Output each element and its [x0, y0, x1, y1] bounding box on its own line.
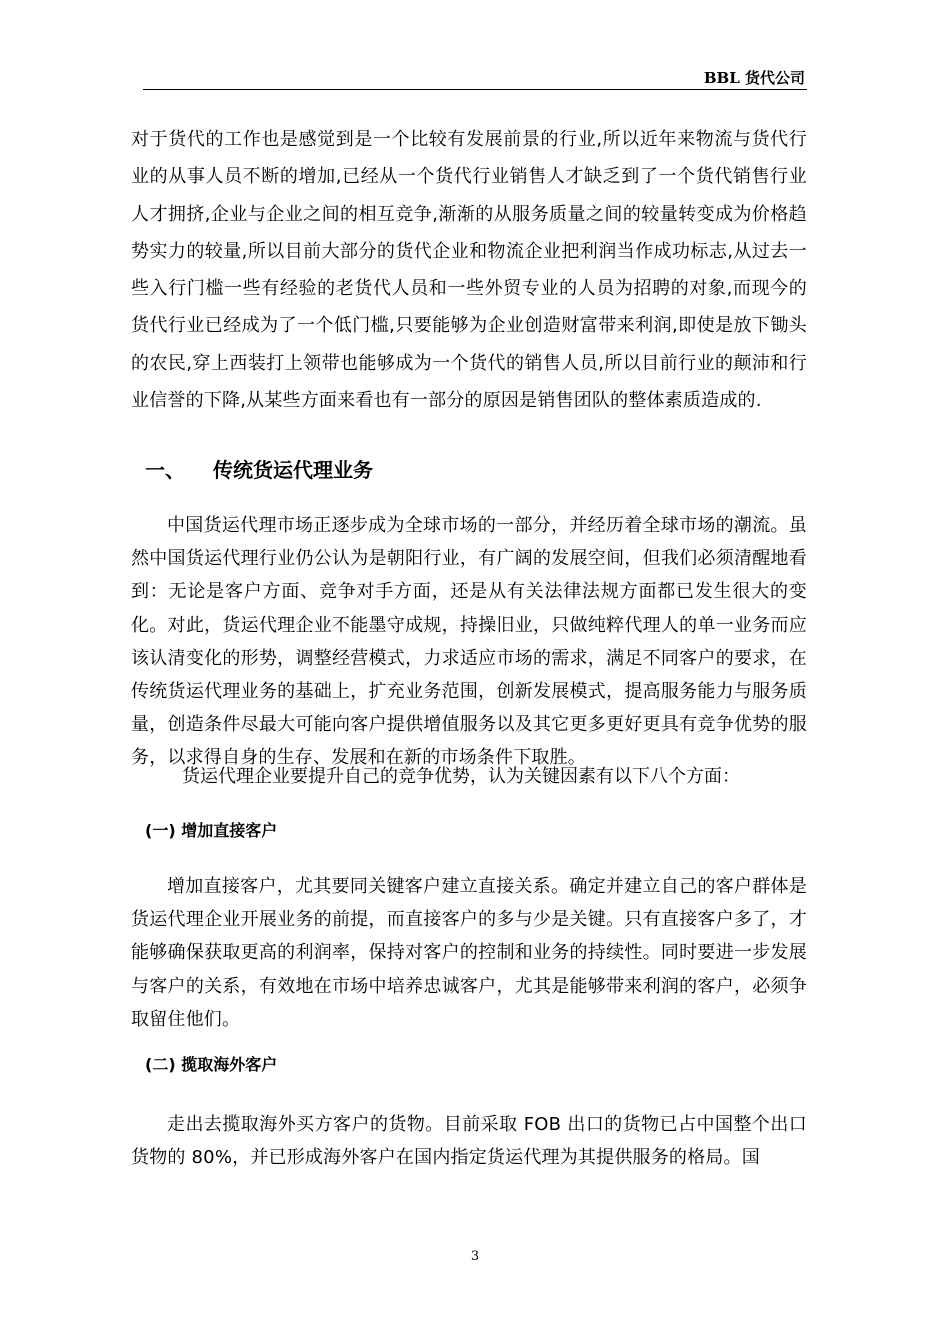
subsection-heading-2: (二) 揽取海外客户: [145, 1055, 278, 1074]
header-rule: [143, 89, 807, 90]
section-title: 传统货运代理业务: [213, 458, 373, 482]
key-factors-line: 货运代理企业要提升自己的竞争优势，认为关键因素有以下八个方面：: [182, 766, 740, 787]
section-paragraph: 中国货运代理市场正逐步成为全球市场的一部分，并经历着全球市场的潮流。虽然中国货运代理行业仍公认为是朝阳行业，有广阔的发展空间，但我们必须清醒地看到：无论是客户方面、竞争对手方面，还是从有关法律法规方面都已发生很大的变化。对此，货运代理企业不能墨守成规，持操旧业，只做纯粹代理人的单一业务而应该认清变化的形势，调整经营模式，力求适应市场的需求，满足不同客户的要求，在传统货运代理业务的基础上，扩充业务范围，创新发展模式，提高服务能力与服务质量，创造条件尽最大可能向客户提供增值服务以及其它更多更好更具有竞争优势的服务，以求得自身的生存、发展和在新的市场条件下取胜。: [131, 515, 807, 769]
subsection-heading-1: (一) 增加直接客户: [145, 821, 278, 840]
header-company-name: BBL 货代公司: [703, 69, 805, 87]
section-number: 一、: [145, 458, 185, 482]
section-heading: [145, 455, 373, 485]
page-number: 3: [470, 1249, 480, 1264]
intro-paragraph: 对于货代的工作也是感觉到是一个比较有发展前景的行业,所以近年来物流与货代行业的从事人员不断的增加,已经从一个货代行业销售人才缺乏到了一个货代销售行业人才拥挤,企业与企业之间的相互竞争,渐渐的从服务质量之间的较量转变成为价格趋势实力的较量,所以目前大部分的货代企业和物流企业把利润当作成功标志,从过去一些入行门槛一些有经验的老货代人员和一些外贸专业的人员为招聘的对象,而现今的货代行业已经成为了一个低门槛,只要能够为企业创造财富带来利润,即使是放下锄头的农民,穿上西装打上领带也能够成为一个货代的销售人员,所以目前行业的颠沛和行业信誉的下降,从某些方面来看也有一部分的原因是销售团队的整体素质造成的.: [131, 129, 807, 412]
subsection-paragraph-1: 增加直接客户，尤其要同关键客户建立直接关系。确定并建立自己的客户群体是货运代理企业开展业务的前提，而直接客户的多与少是关键。只有直接客户多了，才能够确保获取更高的利润率，保持对客户的控制和业务的持续性。同时要进一步发展与客户的关系，有效地在市场中培养忠诚客户，尤其是能够带来利润的客户，必须争取留住他们。: [131, 876, 807, 1030]
subsection-paragraph-2: 走出去揽取海外买方客户的货物。目前采取 FOB 出口的货物已占中国整个出口货物的 80%，并已形成海外客户在国内指定货运代理为其提供服务的格局。国: [131, 1114, 807, 1169]
